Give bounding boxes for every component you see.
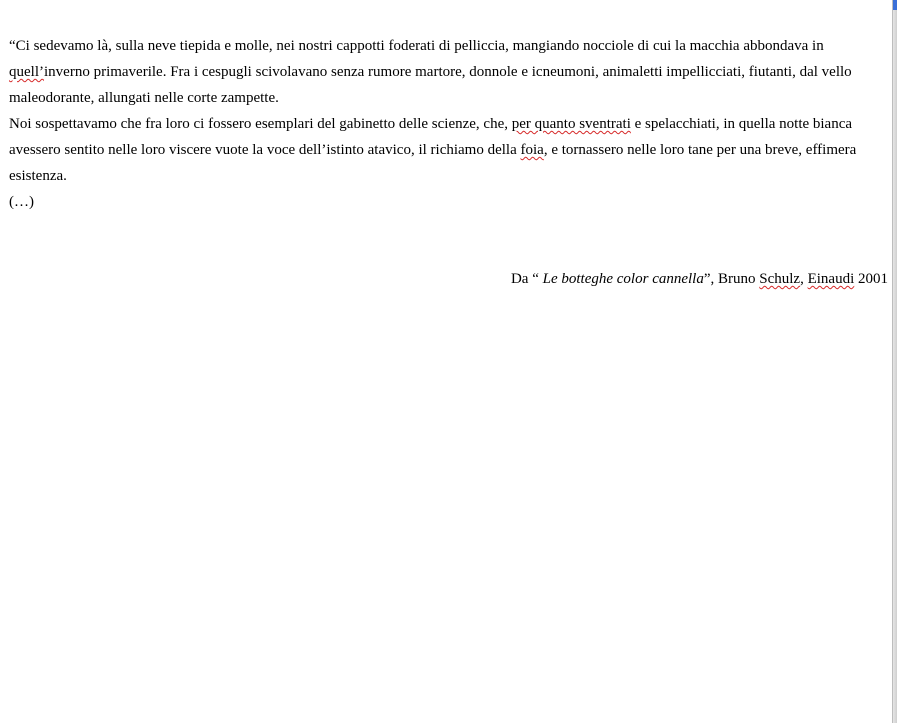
- paragraph-1: [9, 33, 889, 111]
- citation-prefix: Da “: [510, 271, 543, 287]
- paragraph-2-text-b: e spelacchiati, in quella notte bianca avessero sentito nelle loro viscere vuote la voce dell’istinto atavico, il richiamo della: [9, 116, 853, 158]
- spellcheck-flagged-word[interactable]: foia: [520, 142, 544, 158]
- citation-line: [511, 266, 888, 292]
- publication-year: 2001: [854, 271, 888, 287]
- ellipsis-line: (…): [9, 194, 34, 210]
- paragraph-2: [9, 111, 889, 189]
- window-right-edge: [892, 0, 897, 723]
- scrollbar-accent[interactable]: [893, 0, 897, 10]
- paragraph-1-text-b: inverno primaverile. Fra i cespugli scivolavano senza rumore martore, donnole e icneumoni, animaletti impellicciati, fiutanti, dal vello maleodorante, allungati nelle corte zampette.: [9, 64, 852, 106]
- paragraph-2-text-a: Noi sospettavamo che fra loro ci fossero esemplari del gabinetto delle scienze, che,: [9, 116, 512, 132]
- spellcheck-flagged-phrase[interactable]: per quanto sventrati: [511, 116, 631, 132]
- citation-middle: ”, Bruno: [703, 271, 760, 287]
- citation-comma: ,: [800, 271, 808, 287]
- paragraph-2-text-c: , e tornassero nelle loro tane per una breve, effimera esistenza.: [9, 142, 857, 184]
- document-body[interactable]: [9, 33, 889, 215]
- publisher-name[interactable]: Einaudi: [807, 271, 855, 287]
- author-surname[interactable]: Schulz: [759, 271, 801, 287]
- paragraph-1-text-a: “Ci sedevamo là, sulla neve tiepida e molle, nei nostri cappotti foderati di pelliccia, mangiando nocciole di cui la macchia abbondava in: [9, 38, 824, 54]
- book-title: Le botteghe color cannella: [542, 271, 704, 287]
- spellcheck-flagged-word[interactable]: quell’: [9, 64, 44, 80]
